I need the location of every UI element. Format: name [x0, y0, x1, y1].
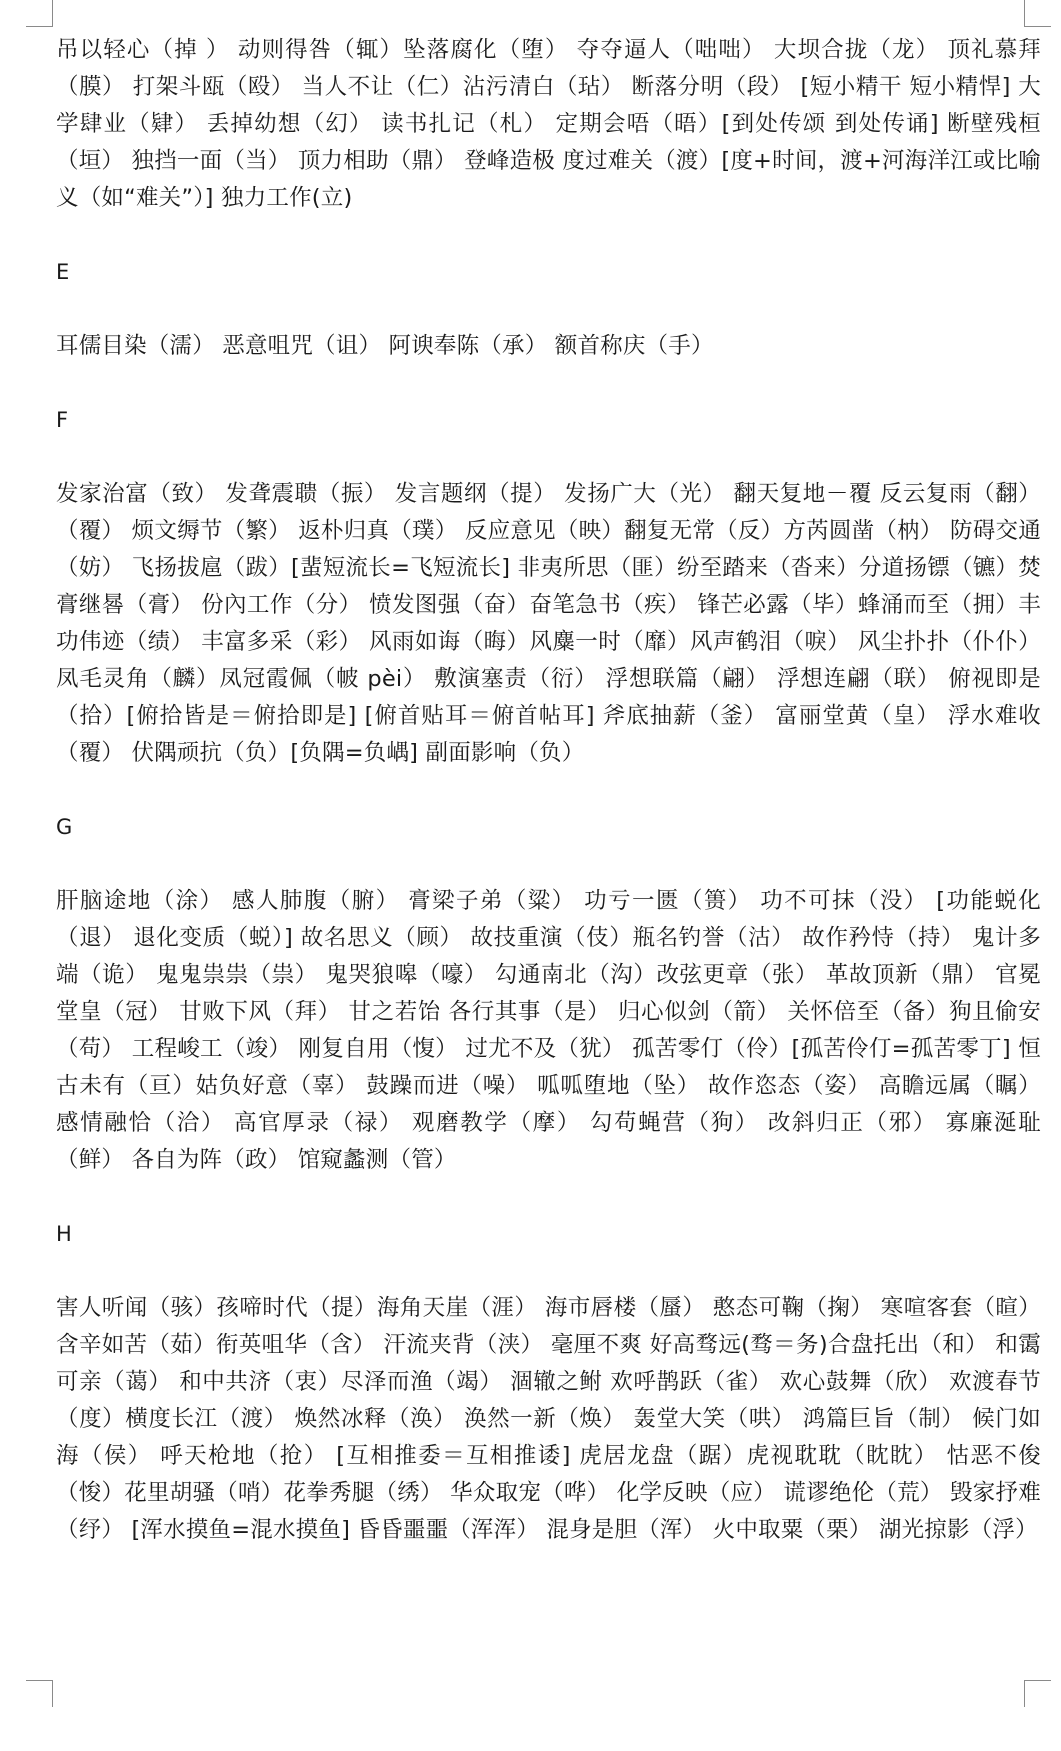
blank-line	[56, 1179, 1041, 1216]
section-f-text: 发家治富（致） 发聋震聩（振） 发言题纲（提） 发扬广大（光） 翻天复地－覆 反云复雨（翻）（覆） 烦文缛节（繁） 返朴归真（璞） 反应意见（映）翻复无常（反）方芮圆凿（枘） 防碍交通（妨） 飞扬拔扈（跋）[蜚短流长=飞短流长] 非夷所思（匪）纷至踏来（沓来）分道扬镖（镳）焚膏继晷（膏） 份內工作（分） 愤发图强（奋）奋笔急书（疾） 锋芒必露（毕）蜂涌而至（拥）丰功伟迹（绩） 丰富多采（彩） 风雨如诲（晦）风麋一时（靡）风声鹤泪（唳） 风尘扑扑（仆仆） 凤毛灵角（麟）凤冠霞佩（帔 pèi） 敷演塞责（衍） 浮想联篇（翩） 浮想连翩（联） 俯视即是（拾）[俯拾皆是＝俯拾即是] [俯首贴耳＝俯首帖耳] 斧底抽薪（釜） 富丽堂黄（皇） 浮水难收（覆） 伏隅顽抗（负）[负隅=负嵎] 副面影响（负）	[56, 481, 1041, 766]
blank-line	[56, 439, 1041, 476]
section-h-text: 害人听闻（骇）孩啼时代（提）海角天崖（涯） 海市唇楼（蜃） 憨态可鞠（掬） 寒喧客套（暄）含辛如苦（茹）衔英咀华（含） 汗流夹背（浃） 毫厘不爽 好高骛远(骛＝务)合盘托出（和） 和霭可亲（蔼） 和中共济（衷）尽泽而渔（竭） 涸辙之鲋 欢呼鹊跃（雀） 欢心鼓舞（欣） 欢渡春节（度）横度长江（渡） 焕然冰释（涣） 涣然一新（焕） 轰堂大笑（哄） 鸿篇巨旨（制） 候门如海（侯） 呼天枪地（抢） [互相推委＝互相推诿] 虎居龙盘（踞）虎视耽耽（眈眈） 怙恶不俊（悛）花里胡骚（哨）花拳秀腿（绣） 华众取宠（哗） 化学反映（应） 谎谬绝伦（荒） 毁家抒难（纾） [浑水摸鱼=混水摸鱼] 昏昏噩噩（浑浑） 混身是胆（浑） 火中取粟（栗） 湖光掠影（浮）	[56, 1295, 1041, 1543]
section-e-text: 耳儒目染（濡） 恶意咀咒（诅） 阿谀奉陈（承） 额首称庆（手）	[56, 333, 714, 359]
section-heading-e: E	[56, 260, 70, 284]
section-heading-f: F	[56, 408, 69, 432]
blank-line	[56, 772, 1041, 809]
blank-line	[56, 217, 1041, 254]
blank-line	[56, 1253, 1041, 1290]
blank-line	[56, 291, 1041, 328]
crop-mark-bottom-right	[1024, 1680, 1051, 1707]
crop-mark-top-right	[1024, 0, 1051, 27]
section-d-continued-text: 吊以轻心（掉 ） 动则得咎（辄）坠落腐化（堕） 夺夺逼人（咄咄） 大坝合拢（龙） 顶礼慕拜（膜） 打架斗瓯（殴） 当人不让（仁）沾污清白（玷） 断落分明（段） [短小精干 短小精悍] 大学肆业（肄） 丢掉幼想（幻） 读书扎记（札） 定期会唔（晤）[到处传颂 到处传诵] 断壁残桓（垣） 独挡一面（当） 顶力相助（鼎） 登峰造极 度过难关（渡）[度+时间，渡+河海洋江或比喻义（如“难关”）] 独力工作(立)	[56, 37, 1041, 211]
document-body	[56, 32, 1041, 1549]
crop-mark-bottom-left	[26, 1680, 53, 1707]
blank-line	[56, 365, 1041, 402]
crop-mark-top-left	[26, 0, 53, 27]
section-heading-h: H	[56, 1222, 72, 1246]
blank-line	[56, 846, 1041, 883]
section-heading-g: G	[56, 815, 73, 839]
section-g-text: 肝脑途地（涂） 感人肺腹（腑） 膏梁子弟（粱） 功亏一匮（篑） 功不可抹（没） [功能蜕化（退） 退化变质（蜕）] 故名思义（顾） 故技重演（伎）瓶名钓誉（沽） 故作矜恃（持） 鬼计多端（诡） 鬼鬼祟祟（祟） 鬼哭狼嗥（嚎） 勾通南北（沟）改弦更章（张） 革故顶新（鼎） 官冕堂皇（冠） 甘败下风（拜） 甘之若饴 各行其事（是） 归心似剑（箭） 关怀倍至（备）狗且偷安（苟） 工程峻工（竣） 刚复自用（愎） 过尤不及（犹） 孤苦零仃（伶）[孤苦伶仃=孤苦零丁] 恒古未有（亘）姑负好意（辜） 鼓躁而进（噪） 呱呱堕地（坠） 故作恣态（姿） 高瞻远属（瞩） 感情融恰（洽） 高官厚录（禄） 观磨教学（摩） 勾苟蝇营（狗） 改斜归正（邪） 寡廉涎耻（鲜） 各自为阵（政） 馆窥蠡测（管）	[56, 888, 1041, 1173]
